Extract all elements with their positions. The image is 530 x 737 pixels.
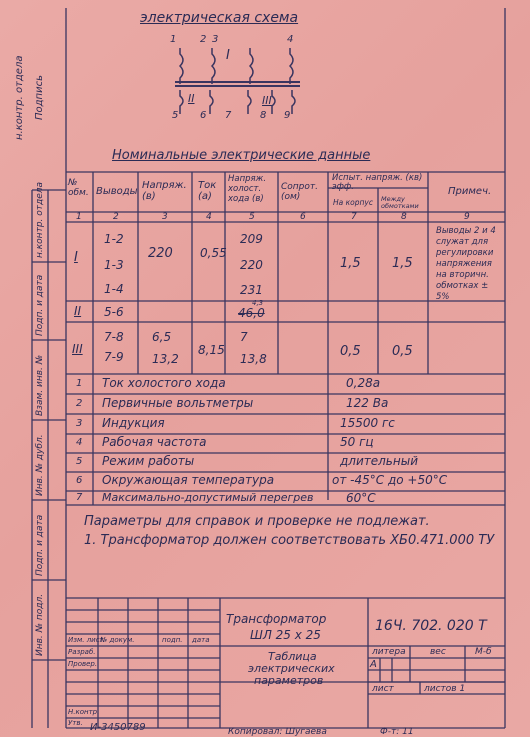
winding-I-label: I [226,48,230,63]
param-6-value: от -45°С до +50°С [332,473,448,487]
tb-name-1: Трансформатор [226,612,327,626]
param-6-num: 6 [76,475,83,486]
row-w2-noload-small: 4,3 [252,299,264,307]
tb-litera: литера [372,647,406,657]
param-1-num: 1 [76,378,83,389]
note-line-1: Параметры для справок и проверке не подлежат. [84,514,430,529]
row-w3-voltage1: 6,5 [152,330,172,344]
param-2-value: 122 Ва [346,396,389,410]
row-w1-current: 0,55 [200,246,227,260]
winding-II-label: II [188,92,195,105]
row-w2-noload: 46,0 [238,306,265,320]
tb-utv: Утв. [68,719,83,727]
margin-handwriting-2: Подпись [34,75,45,120]
scheme-title: электрическая схема [140,10,299,26]
tb-doc-2: электрических [248,662,335,675]
row-w3-noload2: 13,8 [240,352,267,366]
colnum-6: 6 [300,212,306,222]
tb-chk: Провер. [68,660,98,668]
tb-doc-1: Таблица [268,650,317,663]
tb-name-2: ШЛ 25 x 25 [250,628,321,642]
param-3-num: 3 [76,418,83,429]
row-w2-lead1: 5-6 [104,305,124,319]
param-2-label: Первичные вольтметры [102,396,254,410]
tb-nkontr: Н.контр. [68,708,100,716]
param-4-num: 4 [76,437,83,448]
row-w2-num: II [74,304,82,318]
side-stamp-3: Взам. инв. № [35,354,45,416]
tb-doc-3: параметров [254,674,324,687]
hdr-case: На корпус [333,198,373,207]
colnum-5: 5 [249,212,255,222]
row-w3-current: 8,15 [198,343,225,357]
hdr-leads: Выводы [96,186,138,197]
tb-r3: подп. [162,636,183,644]
tb-scale: М-б [475,647,492,657]
param-7-num: 7 [76,492,83,503]
row-w1-noload3: 231 [240,283,263,297]
tb-weight: вес [430,647,446,657]
tb-code: 16Ч. 702. 020 Т [375,618,487,634]
colnum-7: 7 [351,212,357,222]
note-line-2: 1. Трансформатор должен соответствовать ХБ0.471.000 ТУ [84,533,495,548]
side-stamp-6: Инв. № подл. [35,593,45,656]
row-w3-test-case: 0,5 [340,344,361,359]
section-title: Номинальные электрические данные [112,148,371,163]
param-3-value: 15500 гс [340,416,395,430]
hdr-current: Ток (а) [198,180,217,202]
hdr-testv: Испыт. напряж. (кв) эфф. [332,173,423,192]
format: Ф-т: 11 [380,727,414,737]
colnum-3: 3 [162,212,168,222]
row-w1-lead1: 1-2 [104,232,124,246]
side-stamp-2: Подп. и дата [35,274,45,336]
param-6-label: Окружающая температура [102,473,275,487]
param-7-value: 60°С [346,491,376,505]
pin-6: 6 [200,110,207,121]
row-w3-noload1: 7 [240,330,248,344]
side-stamp-5: Подп. и дата [35,514,45,576]
tb-r2: № докум. [100,636,135,644]
colnum-1: 1 [76,212,82,222]
inventory-number: И-3450789 [90,722,146,733]
row-w1-test-case: 1,5 [340,256,361,271]
colnum-8: 8 [401,212,407,222]
tb-sheet: лист [372,684,394,694]
param-7-label: Максимально-допустимый перегрев [102,491,314,504]
note-text: Выводы 2 и 4 служат для регулировки напряжения на вторичн. обмотках ± 5% [436,226,496,302]
pin-1: 1 [170,34,177,45]
side-stamp-4: Инв. № дубл. [35,434,45,496]
hdr-noload: Напряж. холост. хода (в) [228,174,267,204]
pin-4: 4 [287,34,294,45]
row-w1-noload2: 220 [240,258,263,272]
row-w3-lead2: 7-9 [104,350,124,364]
param-1-value: 0,28а [346,376,381,390]
row-w3-voltage2: 13,2 [152,352,179,366]
pin-7: 7 [225,110,232,121]
pin-2: 2 [200,34,207,45]
copied-by: Копировал: Шугаева [228,727,327,737]
pin-8: 8 [260,110,267,121]
tb-r1: Изм. лист [68,636,104,644]
row-w3-num: III [72,342,83,356]
side-stamp-1: н.контр. отдела [35,181,45,258]
row-w3-lead1: 7-8 [104,330,124,344]
colnum-4: 4 [206,212,212,222]
row-w1-noload1: 209 [240,232,263,246]
param-2-num: 2 [76,398,83,409]
hdr-between: Между обмотками [381,195,419,210]
pin-5: 5 [172,110,179,121]
colnum-9: 9 [464,212,470,222]
tb-sheets: листов 1 [424,684,466,694]
row-w1-lead3: 1-4 [104,282,124,296]
param-5-value: длительный [340,454,418,468]
row-w1-voltage: 220 [148,246,173,261]
row-w3-test-between: 0,5 [392,344,413,359]
param-4-value: 50 гц [340,435,374,449]
tb-r4: дата [192,636,210,644]
row-w1-test-between: 1,5 [392,256,413,271]
hdr-num: № обм. [68,178,89,198]
param-5-num: 5 [76,456,83,467]
row-w1-num: I [74,250,78,265]
colnum-2: 2 [113,212,119,222]
hdr-voltage: Напряж. (в) [142,180,187,202]
tb-dev: Разраб. [68,648,96,656]
param-3-label: Индукция [102,416,165,430]
winding-III-label: III [262,94,272,107]
row-w1-lead2: 1-3 [104,258,124,272]
hdr-resist: Сопрот. (ом) [281,182,318,202]
param-5-label: Режим работы [102,454,195,468]
param-4-label: Рабочая частота [102,435,207,449]
tb-litera-value: А [370,659,377,670]
param-1-label: Ток холостого хода [102,376,226,390]
pin-3: 3 [212,34,219,45]
margin-handwriting-1: н.контр. отдела [14,55,25,140]
pin-9: 9 [284,110,291,121]
hdr-note: Примеч. [448,186,492,197]
